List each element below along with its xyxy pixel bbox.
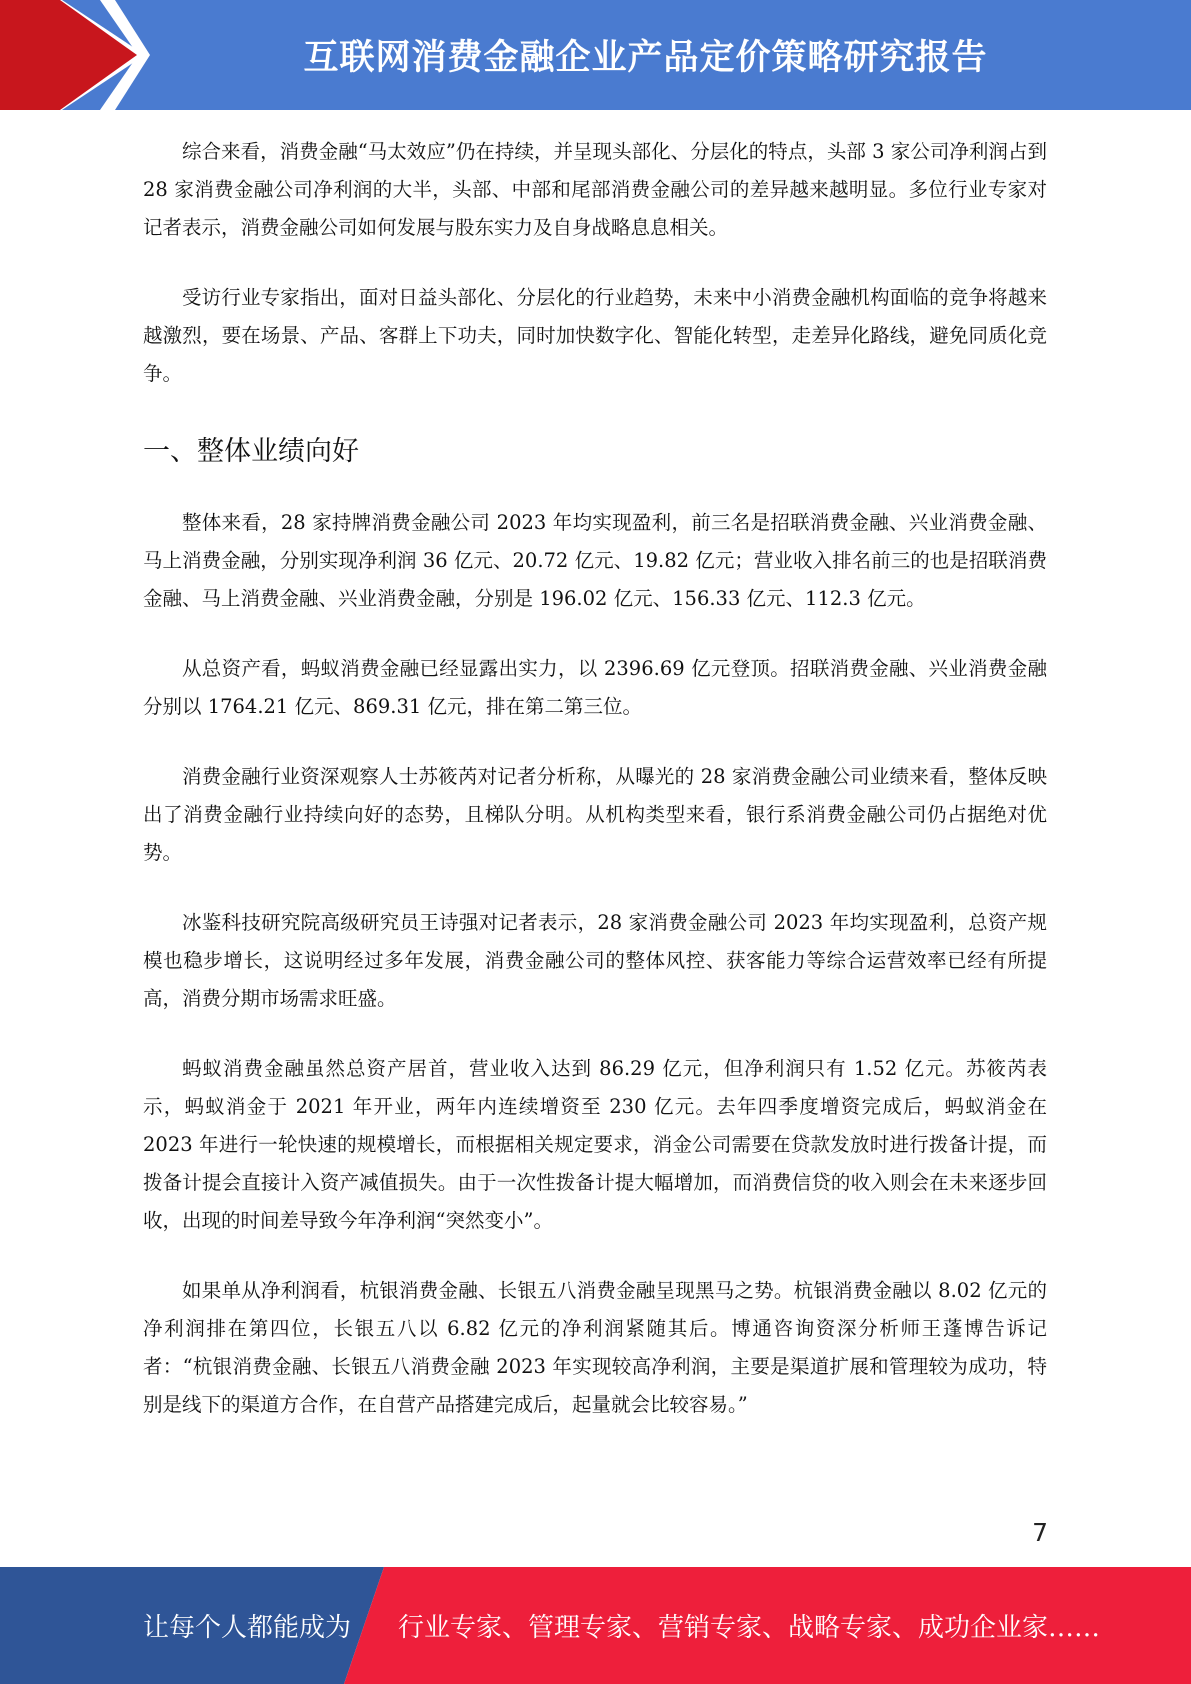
footer-slogan-right: 行业专家、管理专家、营销专家、战略专家、成功企业家…… (398, 1613, 1101, 1643)
paragraph: 从总资产看，蚂蚁消费金融已经显露出实力，以 2396.69 亿元登顶。招联消费金融、兴业消费金融分别以 1764.21 亿元、869.31 亿元，排在第二第三位。 (143, 657, 1047, 718)
paragraph: 受访行业专家指出，面对日益头部化、分层化的行业趋势，未来中小消费金融机构面临的竞争将越来越激烈，要在场景、产品、客群上下功夫，同时加快数字化、智能化转型，走差异化路线，避免同质化竞争。 (143, 286, 1047, 385)
footer-slogan-left: 让每个人都能成为 (143, 1613, 352, 1643)
paragraph: 如果单从净利润看，杭银消费金融、长银五八消费金融呈现黑马之势。杭银消费金融以 8.02 亿元的净利润排在第四位，长银五八以 6.82 亿元的净利润紧随其后。博通咨询资深分析师王蓬博告诉记者：“杭银消费金融、长银五八消费金融 2023 年实现较高净利润，主要是渠道扩展和管理较为成功，特别是线下的渠道方合作，在自营产品搭建完成后，起量就会比较容易。” (143, 1279, 1047, 1416)
report-title: 互联网消费金融企业产品定价策略研究报告 (303, 38, 988, 78)
paragraph: 整体来看，28 家持牌消费金融公司 2023 年均实现盈利，前三名是招联消费金融、兴业消费金融、马上消费金融，分别实现净利润 36 亿元、20.72 亿元、19.82 亿元；营业收入排名前三的也是招联消费金融、马上消费金融、兴业消费金融，分别是 196.02 亿元、156.33 亿元、112.3 亿元。 (143, 511, 1047, 610)
page-footer (0, 1567, 1191, 1684)
paragraph: 蚂蚁消费金融虽然总资产居首，营业收入达到 86.29 亿元，但净利润只有 1.52 亿元。苏筱芮表示，蚂蚁消金于 2021 年开业，两年内连续增资至 230 亿元。去年四季度增资完成后，蚂蚁消金在 2023 年进行一轮快速的规模增长，而根据相关规定要求，消金公司需要在贷款发放时进行拨备计提，而拨备计提会直接计入资产减值损失。由于一次性拨备计提大幅增加，而消费信贷的收入则会在未来逐步回收，出现的时间差导致今年净利润“突然变小”。 (143, 1057, 1047, 1232)
page-number: 7 (1032, 1518, 1048, 1547)
paragraph: 综合来看，消费金融“马太效应”仍在持续，并呈现头部化、分层化的特点，头部 3 家公司净利润占到 28 家消费金融公司净利润的大半，头部、中部和尾部消费金融公司的差异越来越明显。多位行业专家对记者表示，消费金融公司如何发展与股东实力及自身战略息息相关。 (143, 140, 1047, 239)
section-heading: 一、整体业绩向好 (143, 436, 359, 467)
page-header (0, 0, 1191, 110)
document-body (143, 133, 1047, 1456)
paragraph: 冰鉴科技研究院高级研究员王诗强对记者表示，28 家消费金融公司 2023 年均实现盈利，总资产规模也稳步增长，这说明经过多年发展，消费金融公司的整体风控、获客能力等综合运营效率已经有所提高，消费分期市场需求旺盛。 (143, 911, 1047, 1010)
paragraph: 消费金融行业资深观察人士苏筱芮对记者分析称，从曝光的 28 家消费金融公司业绩来看，整体反映出了消费金融行业持续向好的态势，且梯队分明。从机构类型来看，银行系消费金融公司仍占据绝对优势。 (143, 765, 1047, 864)
